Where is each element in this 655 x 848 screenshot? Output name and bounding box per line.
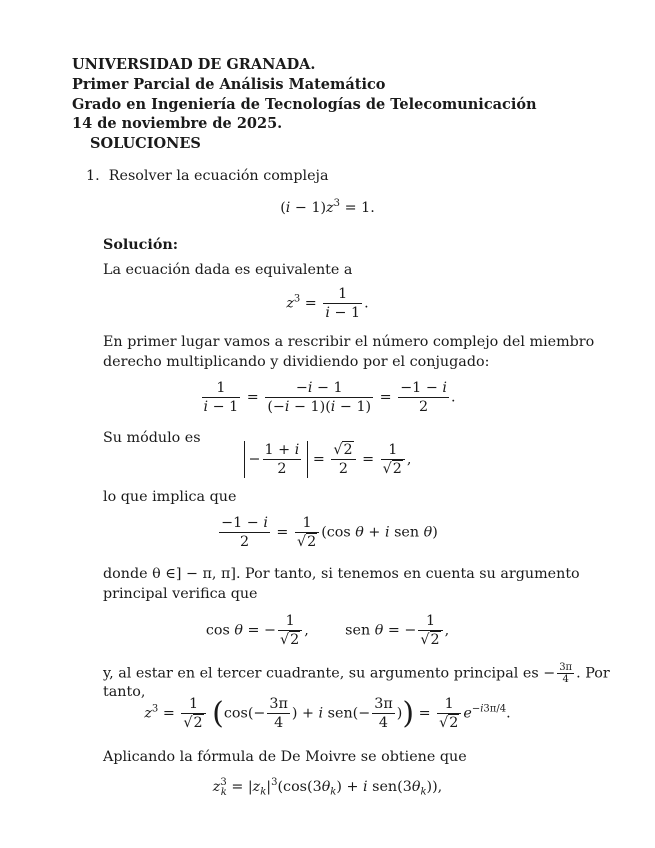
exam-date: 14 de noviembre de 2025.	[72, 115, 283, 133]
paragraph-6-text-a: y, al estar en el tercer cuadrante, su argumento principal es	[103, 665, 539, 682]
paragraph-6-text-b: . Por	[576, 665, 610, 682]
problem-statement	[86, 166, 329, 186]
degree-name: Grado en Ingeniería de Tecnologías de Telecomunicación	[72, 95, 537, 113]
equation-cos-sin: cos θ = − $\frac{1}{√2}$ , sen θ = − $\frac{1}{√2}$ ,	[205, 613, 450, 648]
equation-main: $(i - 1)z^3 = 1$.	[280, 198, 375, 216]
solution-paragraph-4: lo que implica que	[103, 489, 237, 505]
exam-header	[72, 55, 572, 154]
solution-paragraph-5-line-2: principal verifica que	[103, 586, 258, 602]
equation-polar: $\frac{-1 - i}{2}$ = $\frac{1}{√2}$ (cos θ + i sen θ)	[221, 515, 438, 550]
equation-exponential: $z^3$ = $\frac{1}{√2}$ (cos(− $\frac{3\pi}{4}$ ) + i sen(− $\frac{3\pi}{4}$ )) = $\frac{1}{√2}$ $e^{-i3\pi/4}$.	[144, 696, 511, 731]
equation-z3: $z^3$ = $\frac{1}{i - 1}$ .	[286, 286, 369, 321]
equation-de-moivre: $z^3_k = |z_k|^3(\cos(3\theta_k) + i$ $sen(3\theta_k)$),	[212, 777, 443, 798]
solution-paragraph-2-line-1: En primer lugar vamos a rescribir el número complejo del miembro	[103, 334, 595, 350]
problem-text: Resolver la ecuación compleja	[108, 168, 329, 184]
solution-paragraph-6-line-1: y, al estar en el tercer cuadrante, su argumento principal es − $\frac{3\pi}{4}$ . Por	[103, 662, 610, 685]
solution-paragraph-3: Su módulo es	[103, 430, 201, 446]
solution-paragraph-2-line-2: derecho multiplicando y dividiendo por el conjugado:	[103, 354, 490, 370]
solution-paragraph-7: Aplicando la fórmula de De Moivre se obtiene que	[103, 749, 467, 765]
solution-paragraph-5-line-1: donde θ ∈] − π, π]. Por tanto, si tenemos en cuenta su argumento	[103, 566, 580, 582]
problem-number: 1.	[86, 168, 100, 184]
solution-paragraph-1: La ecuación dada es equivalente a	[103, 262, 353, 278]
equation-conjugate: $\frac{1}{i - 1}$ = $\frac{-i - 1}{(-i - 1)(i - 1)}$ = $\frac{-1 - i}{2}$ .	[203, 380, 456, 415]
solution-heading: Solución:	[103, 237, 179, 253]
solutions-label: SOLUCIONES	[90, 135, 201, 153]
university-name: UNIVERSIDAD DE GRANADA.	[72, 56, 316, 73]
solution-paragraph-6-line-2: tanto,	[103, 684, 146, 700]
exam-title: Primer Parcial de Análisis Matemático	[72, 75, 386, 93]
equation-modulus: − $\frac{1 + i}{2}$ = $\frac{√2}{2}$ = $\frac{1}{√2}$ ,	[0, 441, 655, 478]
